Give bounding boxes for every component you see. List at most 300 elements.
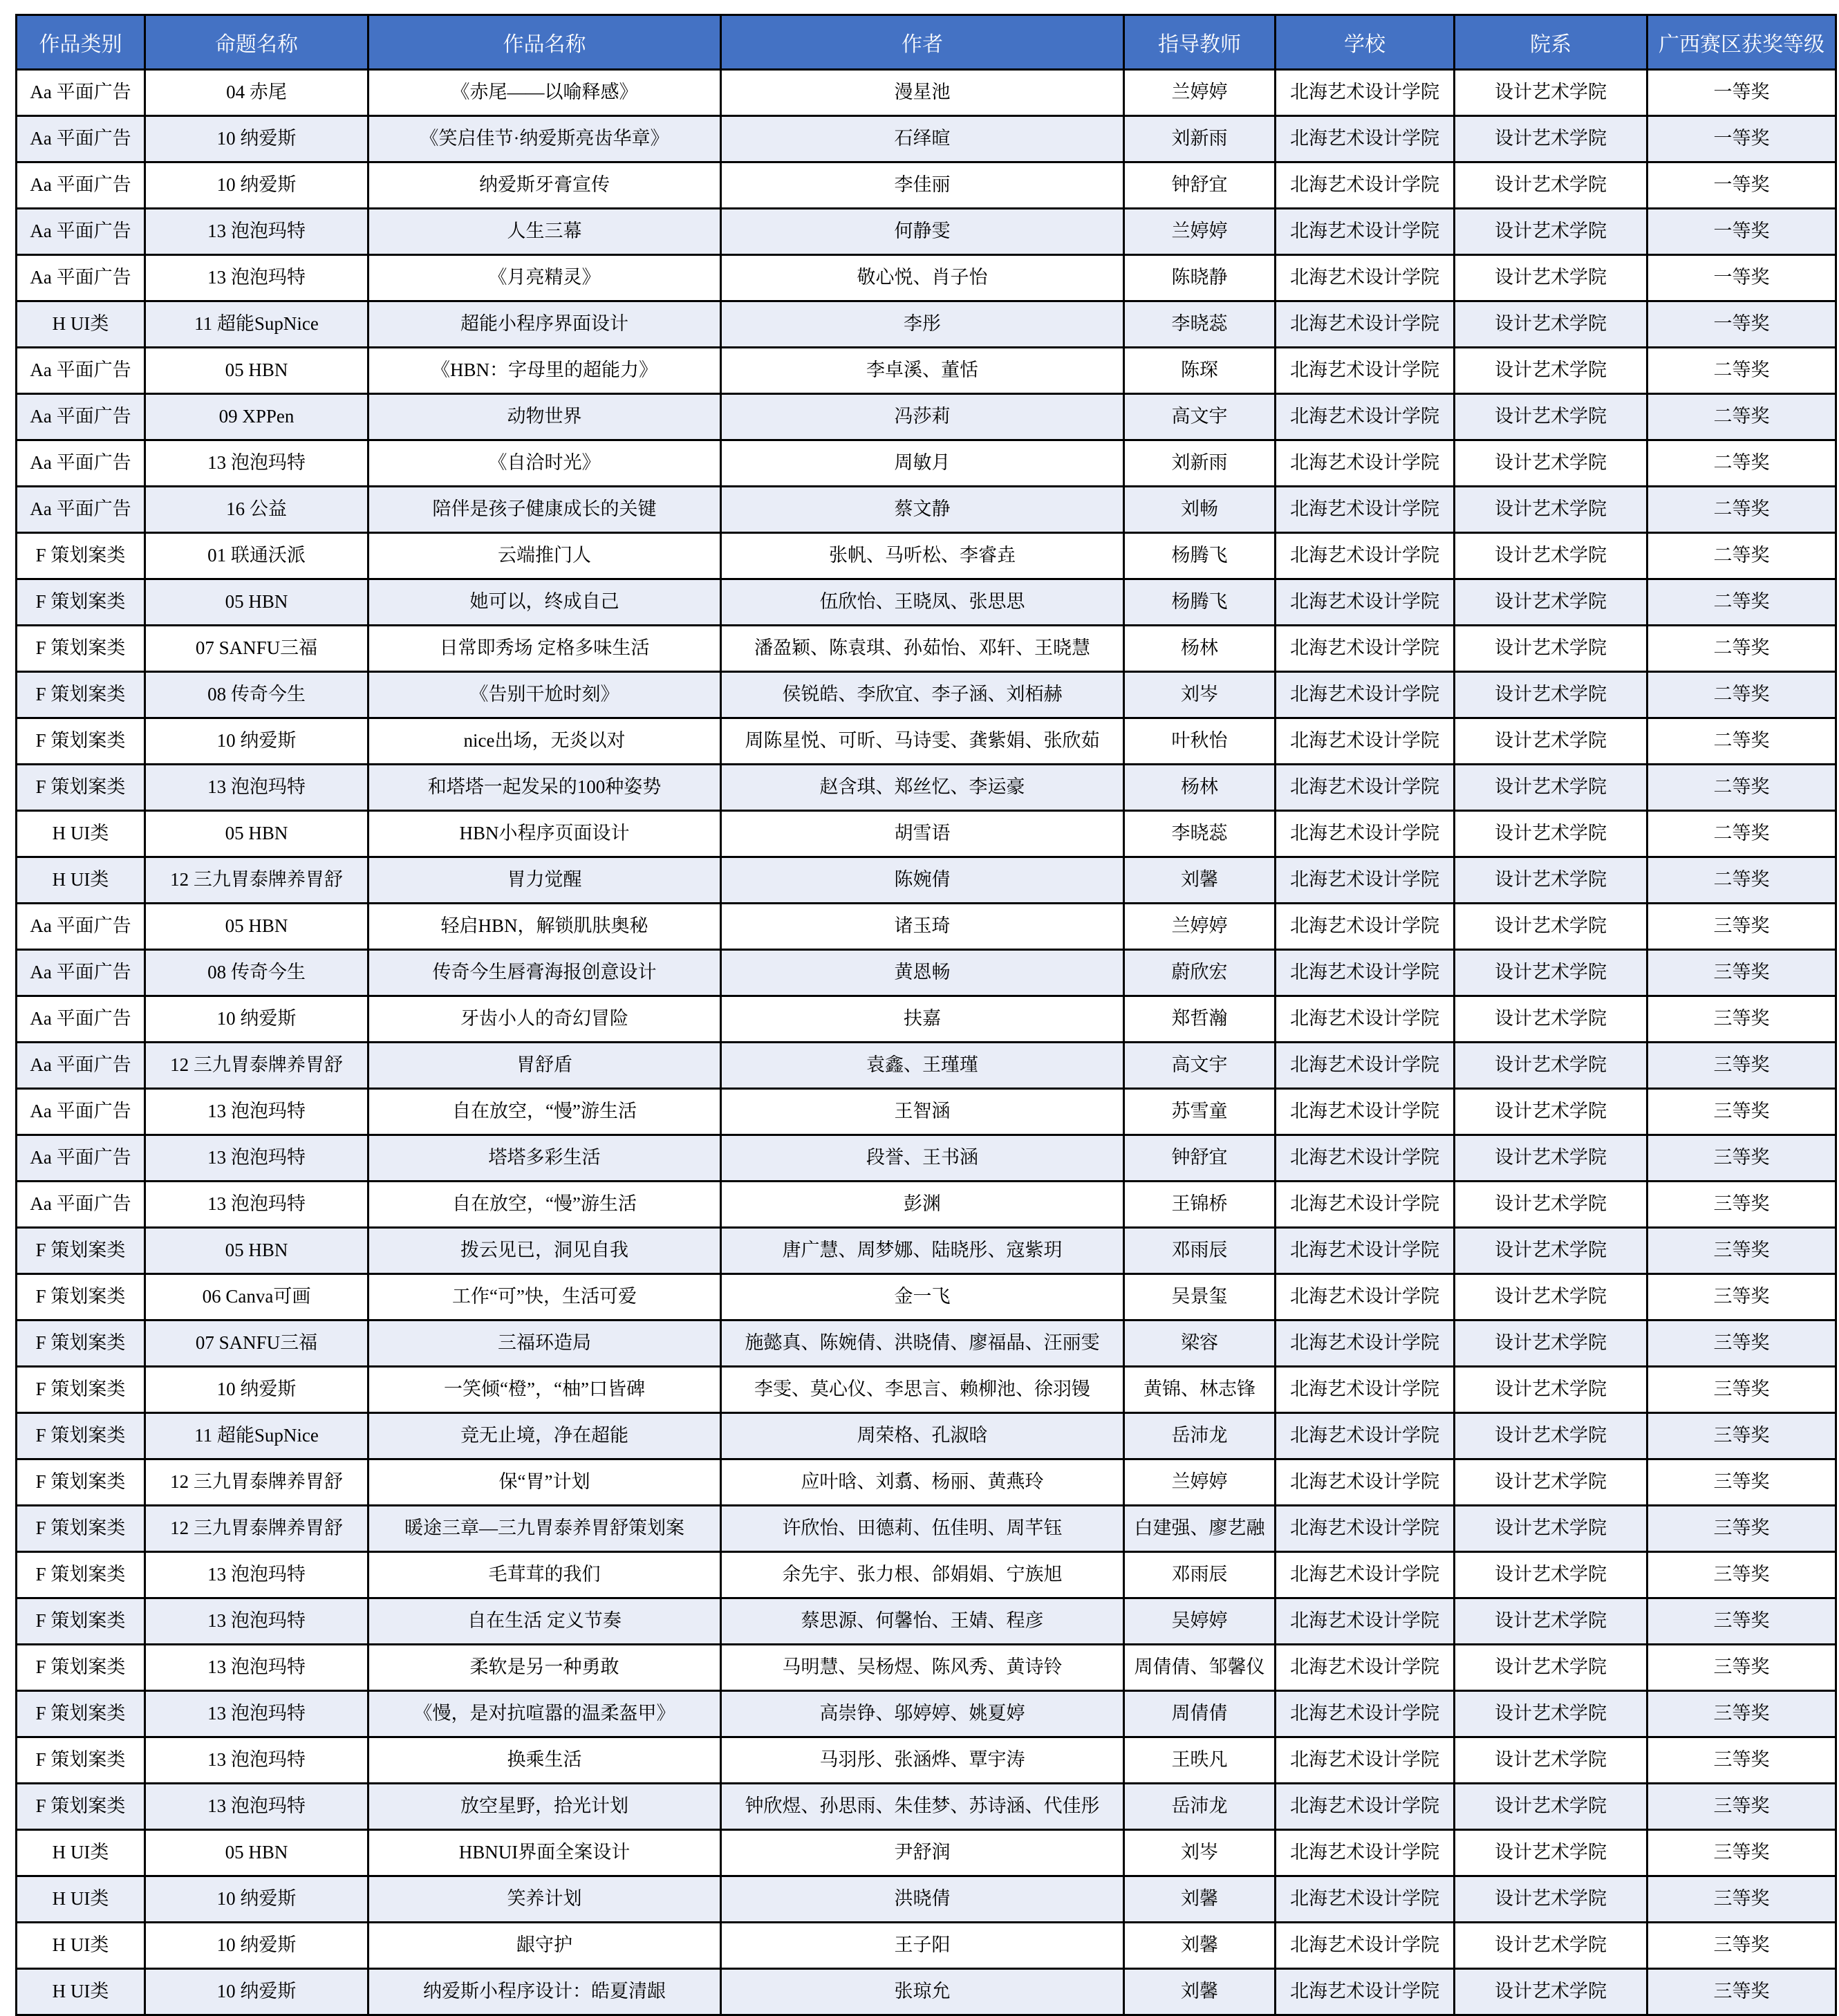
cell-school: 北海艺术设计学院 — [1276, 1969, 1455, 2015]
cell-school: 北海艺术设计学院 — [1276, 1413, 1455, 1459]
cell-authors: 李彤 — [721, 301, 1124, 348]
table-row — [17, 718, 1836, 765]
cell-department: 设计艺术学院 — [1455, 487, 1647, 533]
cell-advisor: 黄锦、林志锋 — [1124, 1367, 1276, 1413]
cell-department: 设计艺术学院 — [1455, 394, 1647, 440]
cell-category: F 策划案类 — [17, 1320, 145, 1367]
cell-topic: 05 HBN — [145, 1228, 368, 1274]
cell-authors: 王子阳 — [721, 1923, 1124, 1969]
cell-department: 设计艺术学院 — [1455, 1089, 1647, 1135]
cell-title: 放空星野，拾光计划 — [368, 1784, 721, 1830]
cell-award: 二等奖 — [1647, 672, 1836, 718]
cell-department: 设计艺术学院 — [1455, 626, 1647, 672]
cell-category: F 策划案类 — [17, 718, 145, 765]
cell-advisor: 杨腾飞 — [1124, 579, 1276, 626]
cell-title: 笑养计划 — [368, 1876, 721, 1923]
cell-topic: 05 HBN — [145, 811, 368, 857]
cell-category: Aa 平面广告 — [17, 116, 145, 162]
cell-topic: 12 三九胃泰牌养胃舒 — [145, 857, 368, 904]
table-header — [17, 15, 1836, 70]
cell-advisor: 周倩倩 — [1124, 1691, 1276, 1737]
cell-advisor: 郑哲瀚 — [1124, 996, 1276, 1043]
cell-award: 二等奖 — [1647, 533, 1836, 579]
cell-advisor: 岳沛龙 — [1124, 1784, 1276, 1830]
cell-title: 换乘生活 — [368, 1737, 721, 1784]
cell-department: 设计艺术学院 — [1455, 1645, 1647, 1691]
cell-category: Aa 平面广告 — [17, 487, 145, 533]
cell-advisor: 兰婷婷 — [1124, 70, 1276, 116]
cell-award: 一等奖 — [1647, 209, 1836, 255]
cell-advisor: 刘岑 — [1124, 672, 1276, 718]
table-row — [17, 1182, 1836, 1228]
cell-award: 三等奖 — [1647, 1043, 1836, 1089]
cell-advisor: 刘馨 — [1124, 1923, 1276, 1969]
cell-topic: 10 纳爱斯 — [145, 162, 368, 209]
cell-advisor: 刘岑 — [1124, 1830, 1276, 1876]
cell-school: 北海艺术设计学院 — [1276, 1274, 1455, 1320]
cell-authors: 张帆、马听松、李睿垚 — [721, 533, 1124, 579]
cell-title: 《自洽时光》 — [368, 440, 721, 487]
cell-category: F 策划案类 — [17, 579, 145, 626]
column-header-advisor: 指导教师 — [1124, 15, 1276, 70]
table-row — [17, 116, 1836, 162]
cell-authors: 彭渊 — [721, 1182, 1124, 1228]
cell-authors: 漫星池 — [721, 70, 1124, 116]
cell-authors: 敬心悦、肖子怡 — [721, 255, 1124, 301]
cell-award: 三等奖 — [1647, 1737, 1836, 1784]
table-row — [17, 1923, 1836, 1969]
cell-advisor: 王锦桥 — [1124, 1182, 1276, 1228]
cell-title: 《HBN：字母里的超能力》 — [368, 348, 721, 394]
cell-topic: 13 泡泡玛特 — [145, 1089, 368, 1135]
cell-title: HBNUI界面全案设计 — [368, 1830, 721, 1876]
cell-topic: 06 Canva可画 — [145, 1274, 368, 1320]
cell-category: Aa 平面广告 — [17, 904, 145, 950]
table-row — [17, 857, 1836, 904]
cell-title: nice出场，无炎以对 — [368, 718, 721, 765]
cell-school: 北海艺术设计学院 — [1276, 765, 1455, 811]
cell-title: 传奇今生唇膏海报创意设计 — [368, 950, 721, 996]
cell-award: 三等奖 — [1647, 1089, 1836, 1135]
cell-topic: 05 HBN — [145, 904, 368, 950]
cell-department: 设计艺术学院 — [1455, 1784, 1647, 1830]
cell-title: 胃舒盾 — [368, 1043, 721, 1089]
cell-title: 自在生活 定义节奏 — [368, 1598, 721, 1645]
cell-title: 保“胃”计划 — [368, 1459, 721, 1506]
cell-topic: 10 纳爱斯 — [145, 1969, 368, 2015]
cell-category: H UI类 — [17, 1876, 145, 1923]
cell-advisor: 兰婷婷 — [1124, 1459, 1276, 1506]
cell-topic: 13 泡泡玛特 — [145, 255, 368, 301]
cell-authors: 周荣格、孔淑晗 — [721, 1413, 1124, 1459]
cell-advisor: 刘新雨 — [1124, 440, 1276, 487]
cell-category: Aa 平面广告 — [17, 950, 145, 996]
cell-award: 三等奖 — [1647, 1969, 1836, 2015]
cell-authors: 袁鑫、王瑾瑾 — [721, 1043, 1124, 1089]
cell-school: 北海艺术设计学院 — [1276, 1552, 1455, 1598]
cell-school: 北海艺术设计学院 — [1276, 904, 1455, 950]
cell-topic: 13 泡泡玛特 — [145, 1552, 368, 1598]
column-header-category: 作品类别 — [17, 15, 145, 70]
cell-school: 北海艺术设计学院 — [1276, 1320, 1455, 1367]
cell-department: 设计艺术学院 — [1455, 1506, 1647, 1552]
cell-department: 设计艺术学院 — [1455, 1552, 1647, 1598]
cell-advisor: 刘馨 — [1124, 857, 1276, 904]
cell-department: 设计艺术学院 — [1455, 579, 1647, 626]
cell-school: 北海艺术设计学院 — [1276, 1459, 1455, 1506]
cell-category: F 策划案类 — [17, 1645, 145, 1691]
cell-title: 《笑启佳节·纳爱斯亮齿华章》 — [368, 116, 721, 162]
table-row — [17, 209, 1836, 255]
cell-school: 北海艺术设计学院 — [1276, 1089, 1455, 1135]
cell-category: H UI类 — [17, 1969, 145, 2015]
table-row — [17, 579, 1836, 626]
cell-school: 北海艺术设计学院 — [1276, 1645, 1455, 1691]
cell-title: 纳爱斯牙膏宣传 — [368, 162, 721, 209]
cell-category: F 策划案类 — [17, 1367, 145, 1413]
cell-department: 设计艺术学院 — [1455, 255, 1647, 301]
cell-category: F 策划案类 — [17, 765, 145, 811]
cell-award: 三等奖 — [1647, 1552, 1836, 1598]
cell-school: 北海艺术设计学院 — [1276, 1737, 1455, 1784]
cell-authors: 周陈星悦、可昕、马诗雯、龚紫娟、张欣茹 — [721, 718, 1124, 765]
cell-category: H UI类 — [17, 811, 145, 857]
cell-school: 北海艺术设计学院 — [1276, 1923, 1455, 1969]
cell-school: 北海艺术设计学院 — [1276, 255, 1455, 301]
table-row — [17, 1552, 1836, 1598]
cell-topic: 13 泡泡玛特 — [145, 1182, 368, 1228]
table-row — [17, 811, 1836, 857]
cell-award: 三等奖 — [1647, 904, 1836, 950]
cell-authors: 周敏月 — [721, 440, 1124, 487]
cell-topic: 13 泡泡玛特 — [145, 1784, 368, 1830]
cell-authors: 王智涵 — [721, 1089, 1124, 1135]
cell-department: 设计艺术学院 — [1455, 672, 1647, 718]
cell-award: 三等奖 — [1647, 1506, 1836, 1552]
cell-award: 三等奖 — [1647, 1784, 1836, 1830]
cell-school: 北海艺术设计学院 — [1276, 950, 1455, 996]
cell-category: F 策划案类 — [17, 533, 145, 579]
cell-authors: 许欣怡、田德莉、伍佳明、周芊钰 — [721, 1506, 1124, 1552]
cell-topic: 08 传奇今生 — [145, 672, 368, 718]
cell-school: 北海艺术设计学院 — [1276, 487, 1455, 533]
cell-school: 北海艺术设计学院 — [1276, 579, 1455, 626]
cell-authors: 冯莎莉 — [721, 394, 1124, 440]
cell-authors: 李佳丽 — [721, 162, 1124, 209]
cell-school: 北海艺术设计学院 — [1276, 996, 1455, 1043]
cell-title: 柔软是另一种勇敢 — [368, 1645, 721, 1691]
cell-school: 北海艺术设计学院 — [1276, 1830, 1455, 1876]
cell-advisor: 兰婷婷 — [1124, 209, 1276, 255]
cell-department: 设计艺术学院 — [1455, 1228, 1647, 1274]
cell-advisor: 吴婷婷 — [1124, 1598, 1276, 1645]
cell-category: H UI类 — [17, 1830, 145, 1876]
cell-advisor: 王昳凡 — [1124, 1737, 1276, 1784]
cell-category: F 策划案类 — [17, 626, 145, 672]
cell-department: 设计艺术学院 — [1455, 1182, 1647, 1228]
cell-category: F 策划案类 — [17, 1228, 145, 1274]
cell-department: 设计艺术学院 — [1455, 301, 1647, 348]
cell-award: 二等奖 — [1647, 811, 1836, 857]
cell-department: 设计艺术学院 — [1455, 116, 1647, 162]
table-row — [17, 70, 1836, 116]
cell-award: 二等奖 — [1647, 765, 1836, 811]
cell-topic: 05 HBN — [145, 348, 368, 394]
cell-department: 设计艺术学院 — [1455, 950, 1647, 996]
cell-school: 北海艺术设计学院 — [1276, 1043, 1455, 1089]
cell-school: 北海艺术设计学院 — [1276, 162, 1455, 209]
table-row — [17, 1506, 1836, 1552]
cell-title: 牙齿小人的奇幻冒险 — [368, 996, 721, 1043]
cell-authors: 马明慧、吴杨煜、陈风秀、黄诗铃 — [721, 1645, 1124, 1691]
cell-topic: 11 超能SupNice — [145, 301, 368, 348]
cell-title: 龈守护 — [368, 1923, 721, 1969]
cell-topic: 07 SANFU三福 — [145, 626, 368, 672]
cell-category: F 策划案类 — [17, 1784, 145, 1830]
cell-advisor: 陈晓静 — [1124, 255, 1276, 301]
cell-title: HBN小程序页面设计 — [368, 811, 721, 857]
cell-department: 设计艺术学院 — [1455, 348, 1647, 394]
cell-title: 胃力觉醒 — [368, 857, 721, 904]
cell-topic: 10 纳爱斯 — [145, 1367, 368, 1413]
cell-advisor: 刘馨 — [1124, 1969, 1276, 2015]
cell-topic: 16 公益 — [145, 487, 368, 533]
column-header-topic: 命题名称 — [145, 15, 368, 70]
table-row — [17, 1784, 1836, 1830]
cell-authors: 钟欣煜、孙思雨、朱佳梦、苏诗涵、代佳彤 — [721, 1784, 1124, 1830]
cell-title: 《月亮精灵》 — [368, 255, 721, 301]
cell-school: 北海艺术设计学院 — [1276, 1506, 1455, 1552]
cell-category: F 策划案类 — [17, 1598, 145, 1645]
table-row — [17, 255, 1836, 301]
cell-authors: 张琼允 — [721, 1969, 1124, 2015]
cell-school: 北海艺术设计学院 — [1276, 116, 1455, 162]
cell-department: 设计艺术学院 — [1455, 1274, 1647, 1320]
cell-authors: 余先宇、张力根、郃娟娟、宁族旭 — [721, 1552, 1124, 1598]
cell-award: 三等奖 — [1647, 1923, 1836, 1969]
table-row — [17, 487, 1836, 533]
cell-school: 北海艺术设计学院 — [1276, 70, 1455, 116]
cell-title: 三福环造局 — [368, 1320, 721, 1367]
cell-school: 北海艺术设计学院 — [1276, 672, 1455, 718]
cell-title: 《赤尾——以喻释感》 — [368, 70, 721, 116]
table-row — [17, 162, 1836, 209]
cell-advisor: 刘畅 — [1124, 487, 1276, 533]
cell-school: 北海艺术设计学院 — [1276, 209, 1455, 255]
cell-title: 她可以，终成自己 — [368, 579, 721, 626]
cell-topic: 13 泡泡玛特 — [145, 1598, 368, 1645]
cell-advisor: 刘新雨 — [1124, 116, 1276, 162]
cell-award: 三等奖 — [1647, 1228, 1836, 1274]
cell-department: 设计艺术学院 — [1455, 811, 1647, 857]
cell-school: 北海艺术设计学院 — [1276, 440, 1455, 487]
cell-school: 北海艺术设计学院 — [1276, 1228, 1455, 1274]
cell-title: 纳爱斯小程序设计：皓夏清龈 — [368, 1969, 721, 2015]
cell-school: 北海艺术设计学院 — [1276, 811, 1455, 857]
cell-award: 三等奖 — [1647, 1830, 1836, 1876]
cell-category: Aa 平面广告 — [17, 1135, 145, 1182]
table-row — [17, 1135, 1836, 1182]
cell-title: 日常即秀场 定格多味生活 — [368, 626, 721, 672]
cell-authors: 石绎暄 — [721, 116, 1124, 162]
cell-advisor: 高文宇 — [1124, 1043, 1276, 1089]
cell-department: 设计艺术学院 — [1455, 1413, 1647, 1459]
cell-category: F 策划案类 — [17, 1552, 145, 1598]
cell-department: 设计艺术学院 — [1455, 1969, 1647, 2015]
cell-topic: 13 泡泡玛特 — [145, 1645, 368, 1691]
table-row — [17, 1089, 1836, 1135]
cell-topic: 10 纳爱斯 — [145, 1876, 368, 1923]
cell-advisor: 杨林 — [1124, 765, 1276, 811]
cell-title: 陪伴是孩子健康成长的关键 — [368, 487, 721, 533]
table-row — [17, 394, 1836, 440]
cell-department: 设计艺术学院 — [1455, 1320, 1647, 1367]
table-row — [17, 1969, 1836, 2015]
cell-department: 设计艺术学院 — [1455, 996, 1647, 1043]
cell-topic: 13 泡泡玛特 — [145, 765, 368, 811]
cell-award: 三等奖 — [1647, 950, 1836, 996]
cell-topic: 08 传奇今生 — [145, 950, 368, 996]
cell-department: 设计艺术学院 — [1455, 1459, 1647, 1506]
table-row — [17, 301, 1836, 348]
cell-category: Aa 平面广告 — [17, 440, 145, 487]
table-row — [17, 672, 1836, 718]
cell-award: 一等奖 — [1647, 162, 1836, 209]
cell-topic: 10 纳爱斯 — [145, 718, 368, 765]
cell-award: 二等奖 — [1647, 857, 1836, 904]
cell-topic: 13 泡泡玛特 — [145, 209, 368, 255]
table-row — [17, 904, 1836, 950]
cell-topic: 11 超能SupNice — [145, 1413, 368, 1459]
cell-award: 一等奖 — [1647, 255, 1836, 301]
cell-award: 三等奖 — [1647, 1598, 1836, 1645]
cell-authors: 高崇铮、邬婷婷、姚夏婷 — [721, 1691, 1124, 1737]
table-body — [17, 70, 1836, 2015]
cell-department: 设计艺术学院 — [1455, 1135, 1647, 1182]
cell-category: F 策划案类 — [17, 1691, 145, 1737]
cell-award: 二等奖 — [1647, 394, 1836, 440]
cell-department: 设计艺术学院 — [1455, 1876, 1647, 1923]
table-row — [17, 1645, 1836, 1691]
cell-school: 北海艺术设计学院 — [1276, 1598, 1455, 1645]
cell-topic: 07 SANFU三福 — [145, 1320, 368, 1367]
cell-category: Aa 平面广告 — [17, 162, 145, 209]
cell-authors: 应叶晗、刘翥、杨丽、黄燕玲 — [721, 1459, 1124, 1506]
table-row — [17, 1228, 1836, 1274]
cell-category: F 策划案类 — [17, 1506, 145, 1552]
cell-title: 竞无止境，净在超能 — [368, 1413, 721, 1459]
cell-category: F 策划案类 — [17, 1737, 145, 1784]
cell-award: 二等奖 — [1647, 626, 1836, 672]
cell-category: Aa 平面广告 — [17, 394, 145, 440]
cell-school: 北海艺术设计学院 — [1276, 348, 1455, 394]
cell-department: 设计艺术学院 — [1455, 162, 1647, 209]
cell-department: 设计艺术学院 — [1455, 209, 1647, 255]
cell-authors: 李卓溪、董恬 — [721, 348, 1124, 394]
cell-award: 二等奖 — [1647, 440, 1836, 487]
cell-award: 二等奖 — [1647, 348, 1836, 394]
cell-authors: 赵含琪、郑丝忆、李运豪 — [721, 765, 1124, 811]
cell-category: F 策划案类 — [17, 1459, 145, 1506]
cell-title: 自在放空，“慢”游生活 — [368, 1089, 721, 1135]
cell-school: 北海艺术设计学院 — [1276, 1691, 1455, 1737]
cell-authors: 洪晓倩 — [721, 1876, 1124, 1923]
cell-advisor: 兰婷婷 — [1124, 904, 1276, 950]
table-row — [17, 1691, 1836, 1737]
cell-department: 设计艺术学院 — [1455, 904, 1647, 950]
cell-authors: 伍欣怡、王晓凤、张思思 — [721, 579, 1124, 626]
cell-topic: 12 三九胃泰牌养胃舒 — [145, 1506, 368, 1552]
cell-advisor: 钟舒宜 — [1124, 162, 1276, 209]
cell-award: 三等奖 — [1647, 1645, 1836, 1691]
cell-title: 人生三幕 — [368, 209, 721, 255]
cell-advisor: 梁容 — [1124, 1320, 1276, 1367]
cell-title: 塔塔多彩生活 — [368, 1135, 721, 1182]
cell-authors: 金一飞 — [721, 1274, 1124, 1320]
cell-category: Aa 平面广告 — [17, 70, 145, 116]
cell-title: 超能小程序界面设计 — [368, 301, 721, 348]
column-header-department: 院系 — [1455, 15, 1647, 70]
cell-department: 设计艺术学院 — [1455, 857, 1647, 904]
cell-department: 设计艺术学院 — [1455, 1367, 1647, 1413]
cell-category: F 策划案类 — [17, 1413, 145, 1459]
table-row — [17, 1413, 1836, 1459]
cell-title: 拨云见已，洞见自我 — [368, 1228, 721, 1274]
cell-topic: 13 泡泡玛特 — [145, 1737, 368, 1784]
cell-award: 二等奖 — [1647, 579, 1836, 626]
cell-topic: 01 联通沃派 — [145, 533, 368, 579]
cell-authors: 蔡文静 — [721, 487, 1124, 533]
cell-title: 《告别干尬时刻》 — [368, 672, 721, 718]
cell-advisor: 叶秋怡 — [1124, 718, 1276, 765]
cell-advisor: 杨林 — [1124, 626, 1276, 672]
table-row — [17, 1830, 1836, 1876]
table-row — [17, 348, 1836, 394]
column-header-school: 学校 — [1276, 15, 1455, 70]
column-header-authors: 作者 — [721, 15, 1124, 70]
cell-topic: 10 纳爱斯 — [145, 996, 368, 1043]
cell-department: 设计艺术学院 — [1455, 1598, 1647, 1645]
cell-school: 北海艺术设计学院 — [1276, 1876, 1455, 1923]
cell-award: 三等奖 — [1647, 996, 1836, 1043]
table-row — [17, 1737, 1836, 1784]
cell-category: Aa 平面广告 — [17, 255, 145, 301]
cell-advisor: 吴景玺 — [1124, 1274, 1276, 1320]
cell-topic: 13 泡泡玛特 — [145, 1691, 368, 1737]
cell-award: 二等奖 — [1647, 487, 1836, 533]
cell-award: 一等奖 — [1647, 70, 1836, 116]
cell-category: Aa 平面广告 — [17, 996, 145, 1043]
table-header-row — [17, 15, 1836, 70]
cell-department: 设计艺术学院 — [1455, 1043, 1647, 1089]
cell-category: F 策划案类 — [17, 672, 145, 718]
table-row — [17, 533, 1836, 579]
cell-advisor: 李晓蕊 — [1124, 811, 1276, 857]
cell-category: Aa 平面广告 — [17, 1089, 145, 1135]
cell-award: 三等奖 — [1647, 1274, 1836, 1320]
cell-authors: 施懿真、陈婉倩、洪晓倩、廖福晶、汪丽雯 — [721, 1320, 1124, 1367]
cell-authors: 何静雯 — [721, 209, 1124, 255]
cell-award: 三等奖 — [1647, 1135, 1836, 1182]
table-row — [17, 1876, 1836, 1923]
cell-topic: 09 XPPen — [145, 394, 368, 440]
cell-department: 设计艺术学院 — [1455, 70, 1647, 116]
cell-award: 三等奖 — [1647, 1320, 1836, 1367]
cell-department: 设计艺术学院 — [1455, 533, 1647, 579]
cell-category: H UI类 — [17, 1923, 145, 1969]
cell-title: 《慢，是对抗喧嚣的温柔盔甲》 — [368, 1691, 721, 1737]
table-row — [17, 1320, 1836, 1367]
